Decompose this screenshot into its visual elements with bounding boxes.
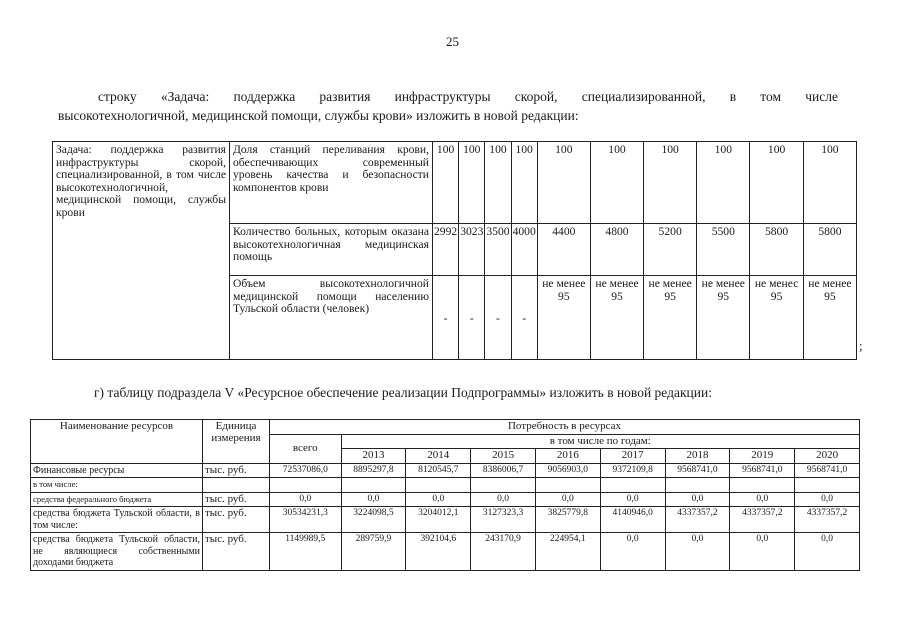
value-cell: 100 [697,142,750,224]
year-header: 2015 [471,449,536,464]
header-need: Потребность в ресурсах [270,420,860,435]
year-header: 2016 [535,449,600,464]
resource-name: Финансовые ресурсы [31,463,203,478]
year-value: 0,0 [341,492,406,507]
year-value: 0,0 [730,492,795,507]
value-cell: 5200 [644,224,697,276]
indicator-cell: Количество больных, которым оказана высокотехнологичная медицинская помощь [230,224,433,276]
year-value: 3204012,1 [406,507,471,533]
value-cell: - [511,276,537,360]
value-cell: не менее 95 [590,276,643,360]
total-value: 0,0 [270,492,342,507]
header-resource-name: Наименование ресурсов [31,420,203,464]
value-cell: 5500 [697,224,750,276]
year-value: 0,0 [795,492,860,507]
value-cell: - [459,276,485,360]
year-value: 392104,6 [406,533,471,571]
resources-table [30,419,860,571]
resource-name: средства бюджета Тульской области, в том числе: [31,507,203,533]
year-header: 2014 [406,449,471,464]
year-value [406,478,471,493]
year-value [730,478,795,493]
value-cell: 100 [433,142,459,224]
value-cell: 100 [644,142,697,224]
value-cell: не менес 95 [750,276,803,360]
year-value [341,478,406,493]
table-row [31,463,860,478]
total-value: 1149989,5 [270,533,342,571]
unit: тыс. руб. [203,492,270,507]
value-cell: 5800 [750,224,803,276]
intro-line-2: высокотехнологичной, медицинской помощи, службы крови» изложить в новой редакции: [58,108,579,123]
resource-name: средства федерального бюджета [31,492,203,507]
value-cell: 100 [803,142,856,224]
value-cell: 100 [590,142,643,224]
table-row [31,533,860,571]
year-value [665,478,730,493]
year-header: 2018 [665,449,730,464]
year-value: 4337357,2 [665,507,730,533]
value-cell: 4000 [511,224,537,276]
year-value: 8120545,7 [406,463,471,478]
year-value: 8895297,8 [341,463,406,478]
header-by-year: в том числе по годам: [341,434,859,449]
resource-name: в том числе: [31,478,203,493]
indicator-cell: Доля станций переливания крови, обеспечивающих современный уровень качества и безопасности компонентов крови [230,142,433,224]
value-cell: не менее 95 [537,276,590,360]
resource-name: средства бюджета Тульской области, не являющиеся собственными доходами бюджета [31,533,203,571]
value-cell: 100 [511,142,537,224]
year-value: 289759,9 [341,533,406,571]
year-value: 3224098,5 [341,507,406,533]
year-value: 9568741,0 [730,463,795,478]
year-value: 0,0 [471,492,536,507]
value-cell: 4800 [590,224,643,276]
year-header: 2020 [795,449,860,464]
value-cell: - [433,276,459,360]
year-value: 224954,1 [535,533,600,571]
instruction-paragraph: г) таблицу подраздела V «Ресурсное обеспечение реализации Подпрограммы» изложить в новой редакции: [94,385,712,400]
year-value: 243170,9 [471,533,536,571]
year-value: 0,0 [665,492,730,507]
year-value: 0,0 [535,492,600,507]
year-value: 8386006,7 [471,463,536,478]
year-header: 2013 [341,449,406,464]
value-cell: 2992 [433,224,459,276]
year-value: 0,0 [406,492,471,507]
unit: тыс. руб. [203,533,270,571]
year-value: 9568741,0 [795,463,860,478]
year-value: 0,0 [795,533,860,571]
intro-paragraph [58,87,838,125]
year-value: 4337357,2 [795,507,860,533]
unit: тыс. руб. [203,463,270,478]
value-cell: не менее 95 [644,276,697,360]
intro-line-1: строку «Задача: поддержка развития инфраструктуры скорой, специализированной, в том числе [98,89,838,104]
total-value: 30534231,3 [270,507,342,533]
value-cell: 100 [537,142,590,224]
unit: тыс. руб. [203,507,270,533]
year-value [471,478,536,493]
value-cell: 4400 [537,224,590,276]
header-total: всего [270,434,342,463]
value-cell: 5800 [803,224,856,276]
year-value: 9056903,0 [535,463,600,478]
task-cell: Задача: поддержка развития инфраструктуры скорой, специализированной, в том числе высокотехнологичной, медицинской помощи, службы крови [53,142,230,360]
total-value: 72537086,0 [270,463,342,478]
unit [203,478,270,493]
year-value: 0,0 [600,533,665,571]
year-value: 0,0 [665,533,730,571]
indicators-table [52,141,857,360]
value-cell: 100 [485,142,511,224]
table-row [31,478,860,493]
year-value: 4337357,2 [730,507,795,533]
header-unit: Единица измерения [203,420,270,464]
indicator-cell: Объем высокотехнологичной медицинской помощи населению Тульской области (человек) [230,276,433,360]
year-value: 4140946,0 [600,507,665,533]
total-value [270,478,342,493]
value-cell: 3023 [459,224,485,276]
year-value [795,478,860,493]
year-value: 9372109,8 [600,463,665,478]
value-cell: не менее 95 [803,276,856,360]
value-cell: 3500 [485,224,511,276]
table-row [31,507,860,533]
value-cell: 100 [459,142,485,224]
year-header: 2017 [600,449,665,464]
year-value: 0,0 [730,533,795,571]
year-header: 2019 [730,449,795,464]
year-value: 0,0 [600,492,665,507]
year-value: 3127323,3 [471,507,536,533]
year-value: 3825779,8 [535,507,600,533]
value-cell: 100 [750,142,803,224]
table-row [31,492,860,507]
year-value: 9568741,0 [665,463,730,478]
semicolon: ; [859,338,863,353]
page-number: 25 [446,34,459,49]
year-value [535,478,600,493]
value-cell: не менее 95 [697,276,750,360]
year-value [600,478,665,493]
value-cell: - [485,276,511,360]
